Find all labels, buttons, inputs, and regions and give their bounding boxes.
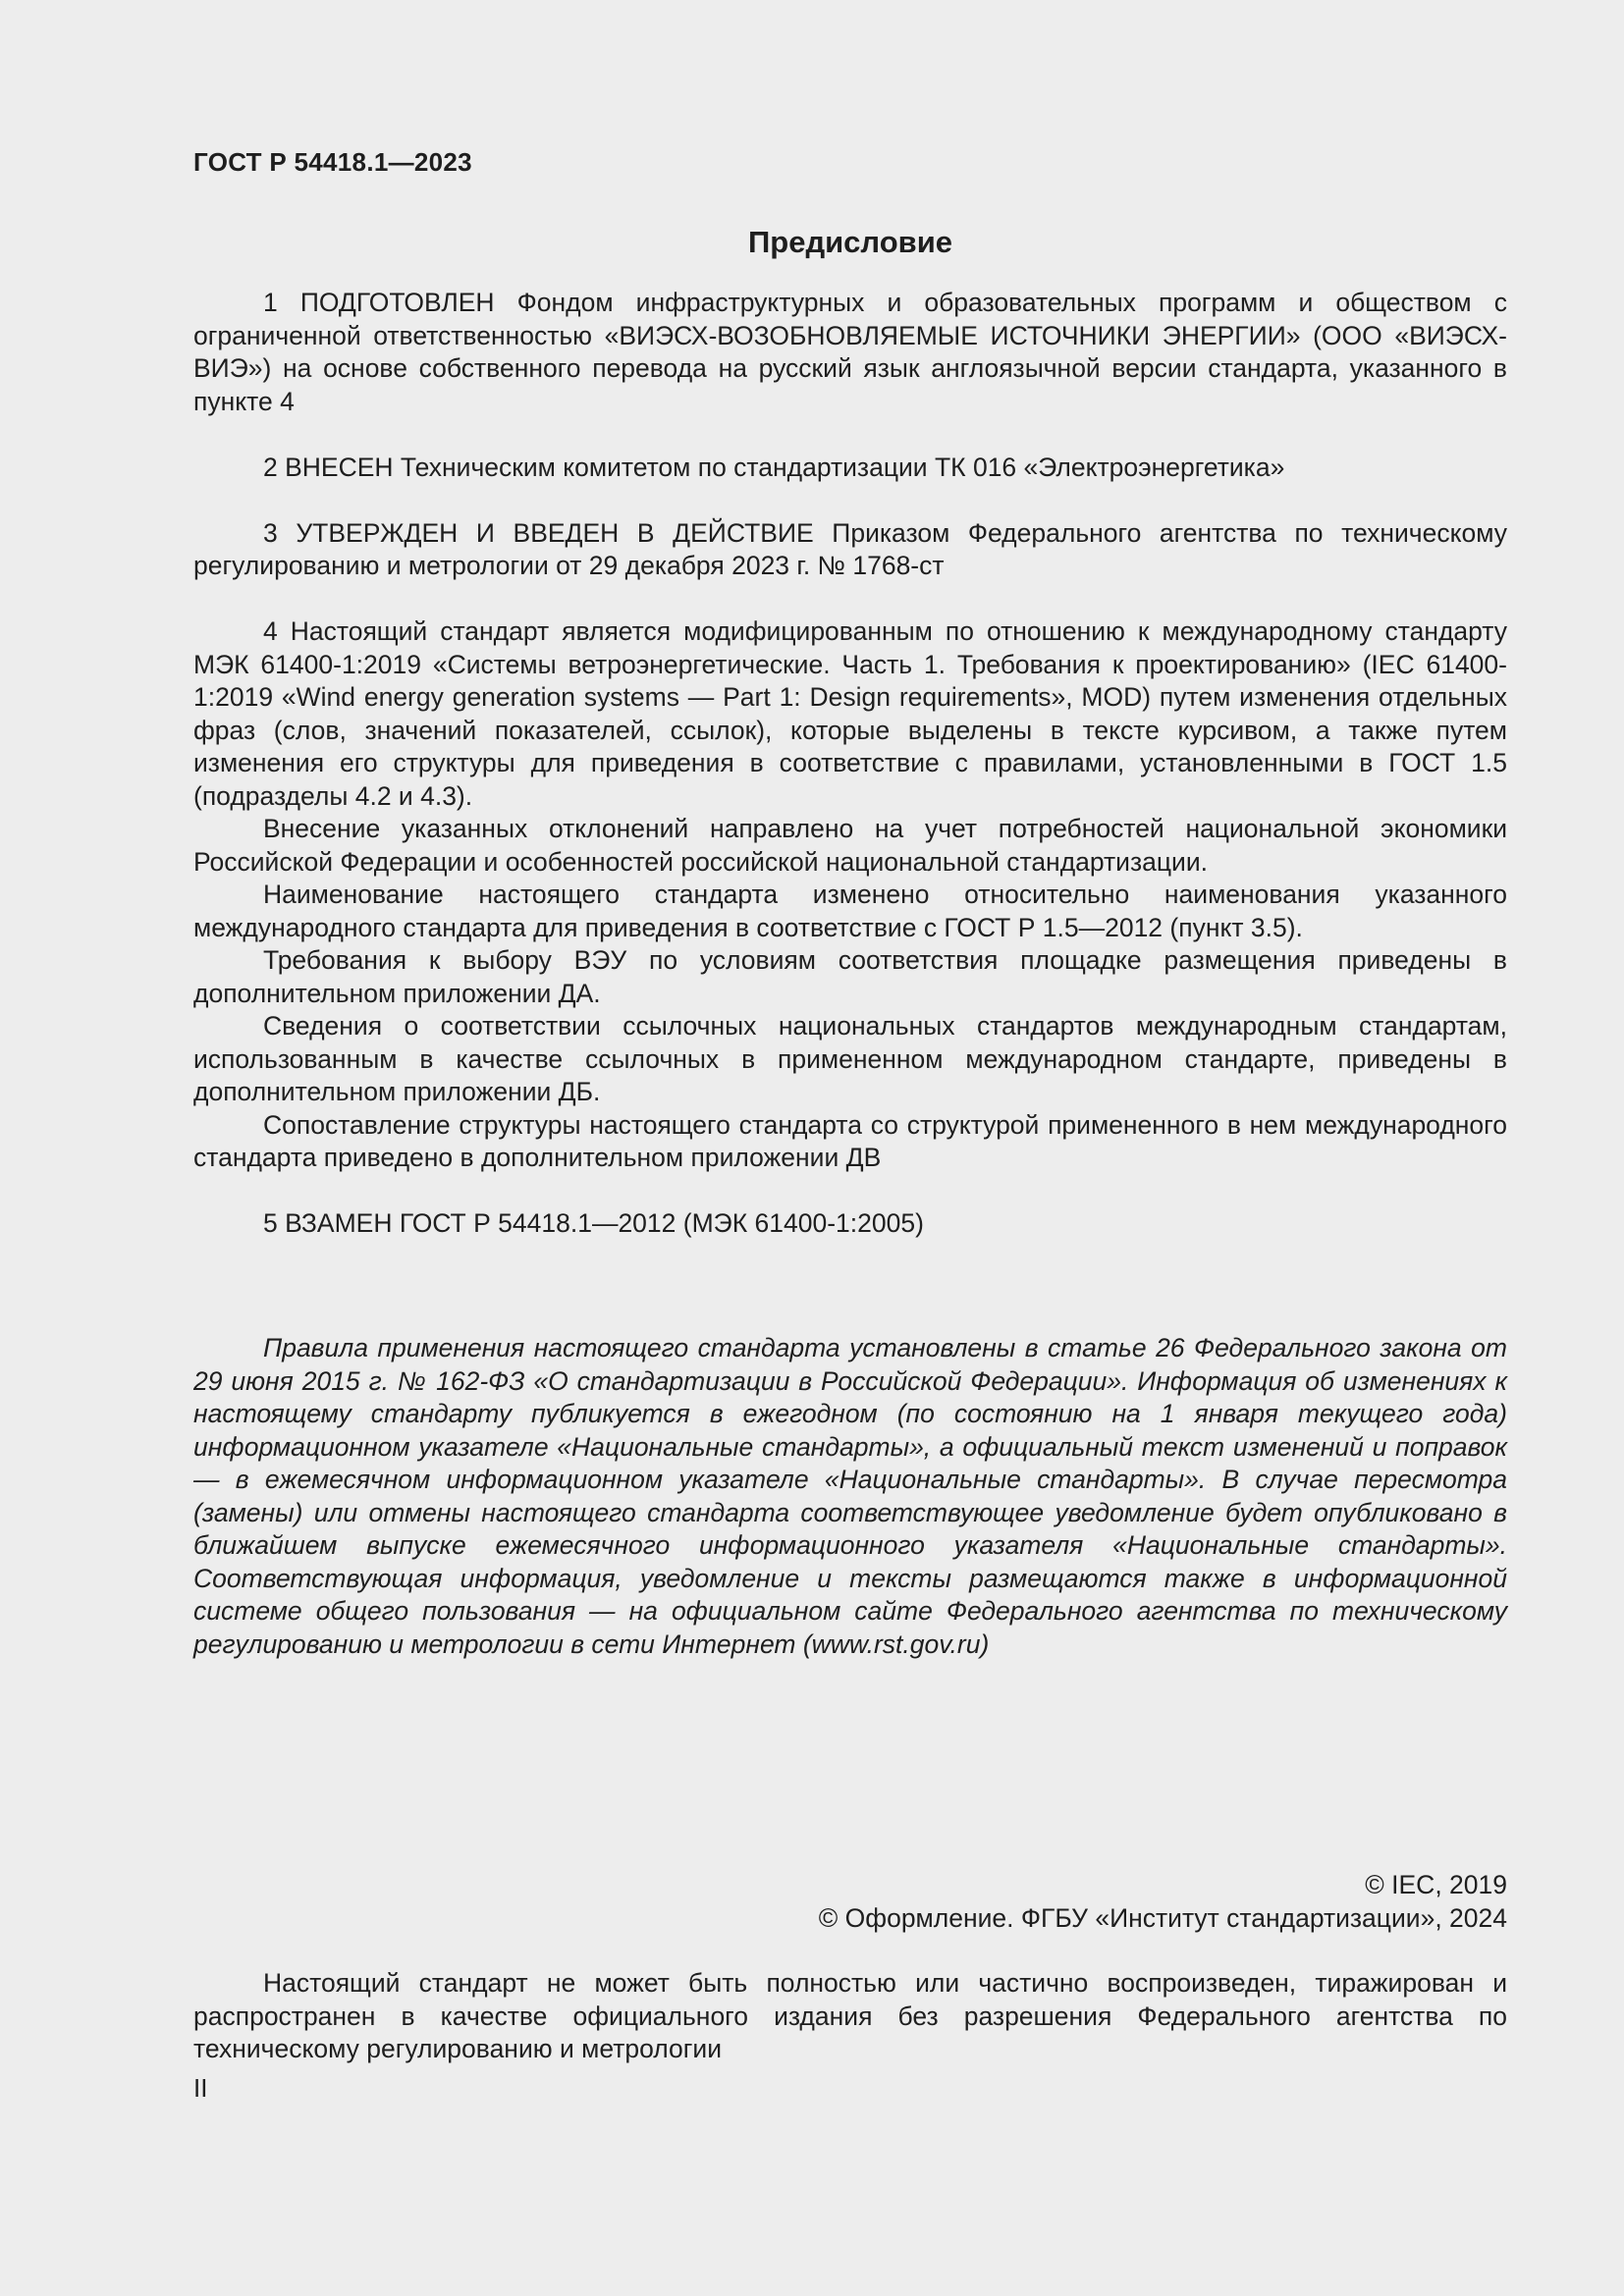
item-4-title-change: Наименование настоящего стандарта изменено относительно наименования указанного международного стандарта для приведения в соответствие с ГОСТ Р 1.5—2012 (пункт 3.5). [193,880,1507,942]
reproduction-notice: Настоящий стандарт не может быть полностью или частично воспроизведен, тиражирован и распространен в качестве официального издания без разрешения Федерального агентства по техническому регулированию и метрологии [193,1968,1507,2063]
item-4-annex-da: Требования к выбору ВЭУ по условиям соответствия площадке размещения приведены в дополнительном приложении ДА. [193,945,1507,1008]
item-5-replaces: 5 ВЗАМЕН ГОСТ Р 54418.1—2012 (МЭК 61400-1:2005) [263,1208,924,1238]
copyright-block [193,1868,1507,1935]
page-number: II [193,2073,208,2103]
rules-note: Правила применения настоящего стандарта установлены в статье 26 Федерального закона от 29 июня 2015 г. № 162-ФЗ «О стандартизации в Российской Федерации». Информация об изменениях к настоящему стандарту публикуется в ежегодном (по состоянию на 1 января текущего года) информационном указателе «Национальные стандарты», а официальный текст изменений и поправок — в ежемесячном информационном указателе «Национальные стандарты». В случае пересмотра (замены) или отмены настоящего стандарта соответствующее уведомление будет опубликовано в ближайшем выпуске ежемесячного информационного указателя «Национальные стандарты». Соответствующая информация, уведомление и тексты размещаются также в информационной системе общего пользования — на официальном сайте Федерального агентства по техническому регулированию и метрологии в сети Интернет (www.rst.gov.ru) [193,1333,1507,1659]
item-3-approved: 3 УТВЕРЖДЕН И ВВЕДЕН В ДЕЙСТВИЕ Приказом Федерального агентства по техническому регулированию и метрологии от 29 декабря 2023 г. № 1768-ст [193,517,1507,580]
item-4-modification: 4 Настоящий стандарт является модифицированным по отношению к международному стандарту МЭК 61400-1:2019 «Системы ветроэнергетические. Часть 1. Требования к проектированию» (IEC 61400-1:2019 «Wind energy generation systems — Part 1: Design requirements», MOD) путем изменения отдельных фраз (слов, значений показателей, ссылок), которые выделены в тексте курсивом, а также путем изменения его структуры для приведения в соответствие с правилами, установленными в ГОСТ 1.5 (подразделы 4.2 и 4.3). [193,616,1507,811]
reproduction-notice-block [193,1967,1507,2066]
item-4-annex-db: Сведения о соответствии ссылочных национальных стандартов международным стандартам, использованным в качестве ссылочных в примененном международном стандарте, приведены в дополнительном приложении ДБ. [193,1011,1507,1106]
copyright-design: © Оформление. ФГБУ «Институт стандартизации», 2024 [818,1903,1507,1933]
document-code-header: ГОСТ Р 54418.1—2023 [193,147,472,177]
copyright-iec: © IEC, 2019 [1365,1870,1507,1899]
item-2-introduced: 2 ВНЕСЕН Техническим комитетом по стандартизации ТК 016 «Электроэнергетика» [263,452,1285,482]
foreword-items [193,287,1507,1241]
item-4-annex-dv: Сопоставление структуры настоящего стандарта со структурой примененного в нем международного стандарта приведено в дополнительном приложении ДВ [193,1109,1507,1172]
rules-note-block [193,1332,1507,1661]
section-title: Предисловие [747,225,952,259]
item-1-prepared: 1 ПОДГОТОВЛЕН Фондом инфраструктурных и образовательных программ и обществом с ограниченной ответственностью «ВИЭСХ-ВОЗОБНОВЛЯЕМЫЕ ИСТОЧНИКИ ЭНЕРГИИ» (ООО «ВИЭСХ-ВИЭ») на основе собственного перевода на русский язык англоязычной версии стандарта, указанного в пункте 4 [193,288,1507,416]
item-4-deviations: Внесение указанных отклонений направлено на учет потребностей национальной экономики Российской Федерации и особенностей российской национальной стандартизации. [193,814,1507,877]
